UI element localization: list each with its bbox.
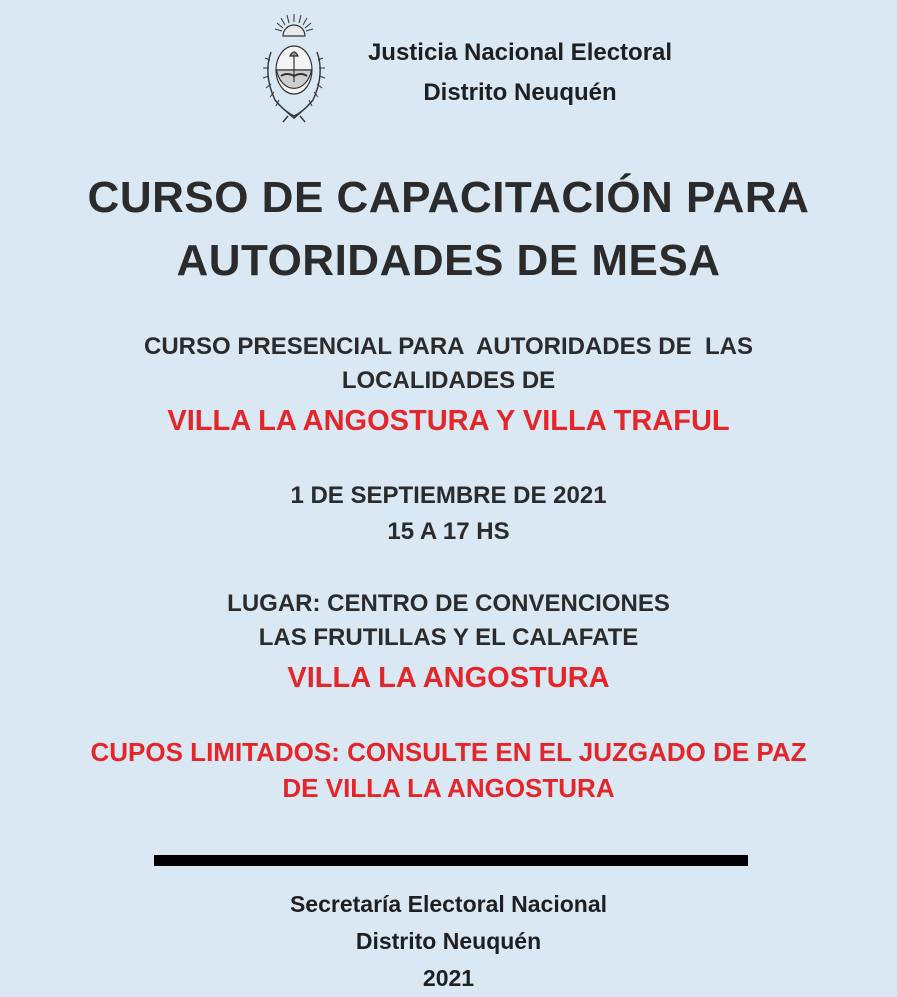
notice-line-2: DE VILLA LA ANGOSTURA <box>282 773 615 803</box>
venue-line-1: LUGAR: CENTRO DE CONVENCIONES <box>227 590 670 617</box>
issuer-district: Distrito Neuquén <box>423 79 617 106</box>
course-schedule <box>40 478 857 550</box>
footer-line-2: Distrito Neuquén <box>355 928 542 954</box>
divider <box>154 855 748 866</box>
page-title <box>40 166 857 292</box>
intro-line-1: CURSO PRESENCIAL PARA AUTORIDADES DE LAS <box>144 333 753 360</box>
venue-line-2: LAS FRUTILLAS Y EL CALAFATE <box>258 624 639 651</box>
issuer-name: Justicia Nacional Electoral <box>367 39 673 66</box>
intro-localities: VILLA LA ANGOSTURA Y VILLA TRAFUL <box>167 405 730 437</box>
title-line-2: AUTORIDADES DE MESA <box>176 236 721 285</box>
course-date: 1 DE SEPTIEMBRE DE 2021 <box>290 482 607 509</box>
issuer-header <box>340 33 700 113</box>
intro-line-2: LOCALIDADES DE <box>341 367 556 394</box>
notice-line-1: CUPOS LIMITADOS: CONSULTE EN EL JUZGADO DE PAZ <box>90 737 807 767</box>
course-time: 15 A 17 HS <box>387 518 510 545</box>
title-line-1: CURSO DE CAPACITACIÓN PARA <box>87 173 810 222</box>
limited-spots-notice <box>40 734 857 806</box>
course-venue <box>40 587 857 701</box>
coat-of-arms-icon <box>257 12 331 124</box>
footer-line-1: Secretaría Electoral Nacional <box>289 891 608 917</box>
course-description <box>40 330 857 444</box>
venue-city: VILLA LA ANGOSTURA <box>287 662 610 694</box>
footer <box>40 886 857 997</box>
footer-year: 2021 <box>422 965 475 991</box>
